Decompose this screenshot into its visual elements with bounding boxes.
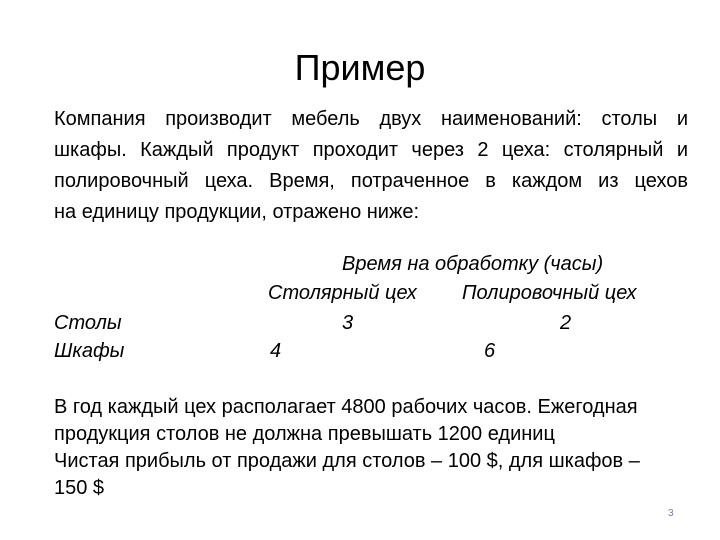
- intro-line: полировочный цеха. Время, потраченное в каждом из цехов: [54, 170, 688, 192]
- cell-tables-polishing: 2: [560, 312, 572, 334]
- cell-cabinets-carpentry: 4: [270, 340, 282, 362]
- intro-paragraph: [54, 104, 688, 228]
- conditions-line: В год каждый цех располагает 4800 рабочих часов. Ежегодная: [54, 396, 638, 418]
- intro-line: на единицу продукции, отражено ниже:: [54, 201, 420, 223]
- slide-title: Пример: [294, 47, 426, 88]
- cell-cabinets-polishing: 6: [484, 340, 496, 362]
- table-caption: Время на обработку (часы): [342, 253, 604, 275]
- conditions-line: продукция столов не должна превышать 1200 единиц: [54, 423, 555, 445]
- column-header-polishing: Полировочный цех: [462, 282, 637, 304]
- column-header-carpentry: Столярный цех: [268, 282, 417, 304]
- conditions-line: 150 $: [54, 477, 105, 499]
- page-number: 3: [668, 508, 674, 519]
- intro-line: Компания производит мебель двух наименований: столы и: [54, 108, 688, 130]
- cell-tables-carpentry: 3: [342, 312, 354, 334]
- intro-line: шкафы. Каждый продукт проходит через 2 цеха: столярный и: [54, 139, 688, 161]
- conditions-line: Чистая прибыль от продажи для столов – 100 $, для шкафов –: [54, 450, 640, 472]
- row-label-cabinets: Шкафы: [54, 340, 125, 362]
- row-label-tables: Столы: [54, 312, 122, 334]
- conditions-paragraph: [54, 394, 694, 502]
